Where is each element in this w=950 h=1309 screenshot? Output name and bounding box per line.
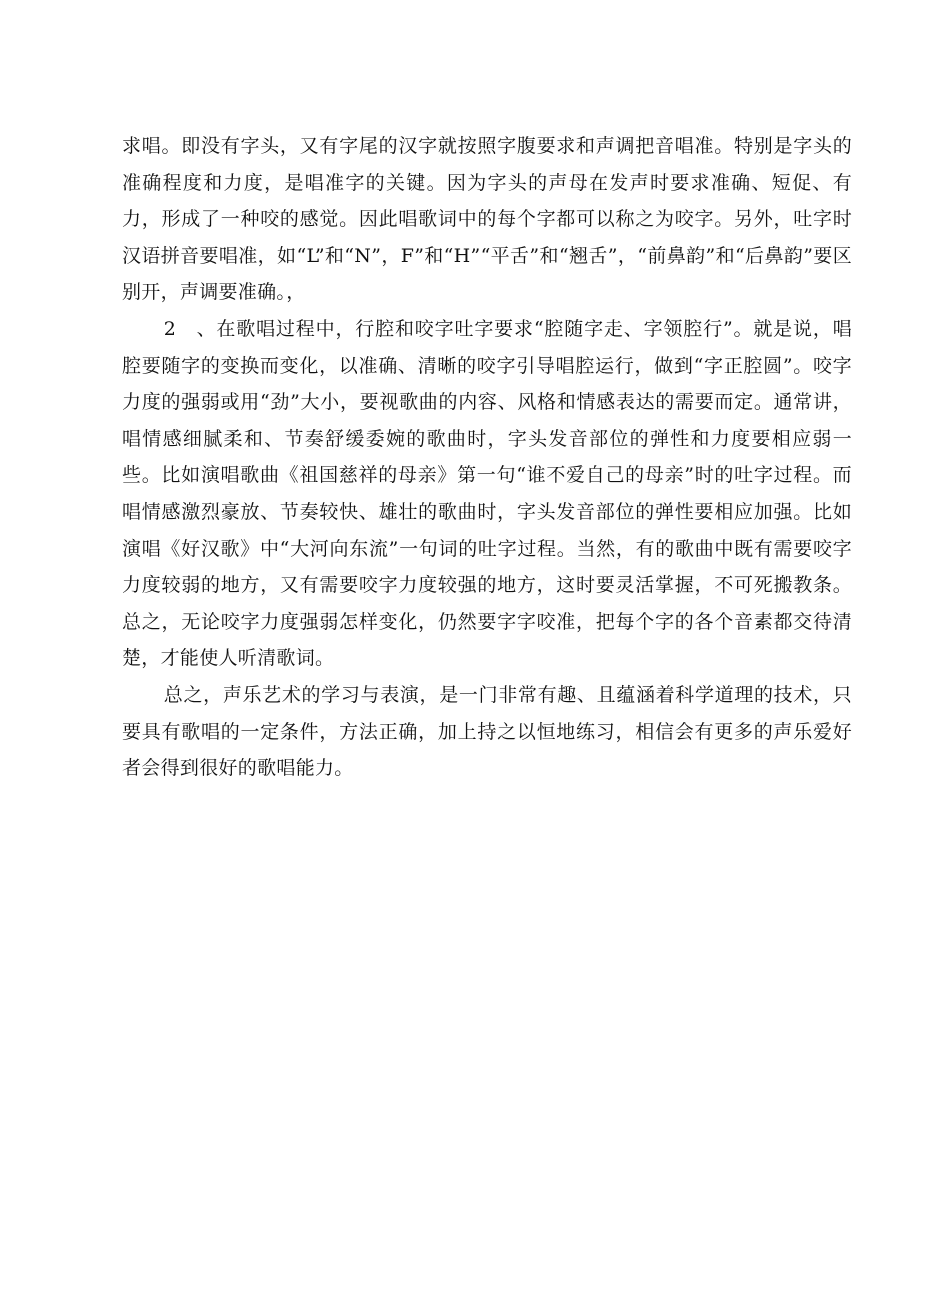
paragraph-articulation-strength: 2 、在歌唱过程中，行腔和咬字吐字要求“腔随字走、字领腔行”。就是说，唱腔要随字的变换而变化，以准确、清晰的咬字引导唱腔运行，做到“字正腔圆”。咬字力度的强弱或用“劲”大小，要视歌曲的内容、风格和情感表达的需要而定。通常讲，唱情感细腻柔和、节奏舒缓委婉的歌曲时，字头发音部位的弹性和力度要相应弱一些。比如演唱歌曲《祖国慈祥的母亲》第一句“谁不爱自己的母亲”时的吐字过程。而唱情感激烈豪放、节奏较快、雄壮的歌曲时，字头发音部位的弹性要相应加强。比如演唱《好汉歌》中“大河向东流”一句词的吐字过程。当然，有的歌曲中既有需要咬字力度较弱的地方，又有需要咬字力度较强的地方，这时要灵活掌握，不可死搬教条。总之，无论咬字力度强弱怎样变化，仍然要字字咬准，把每个字的各个音素都交待清楚，才能使人听清歌词。 xyxy=(122,317,852,670)
paragraph-conclusion: 总之，声乐艺术的学习与表演，是一门非常有趣、且蕴涵着科学道理的技术，只要具有歌唱的一定条件，方法正确，加上持之以恒地练习，相信会有更多的声乐爱好者会得到很好的歌唱能力。 xyxy=(122,683,852,780)
paragraph-pronunciation: 求唱。即没有字头，又有字尾的汉字就按照字腹要求和声调把音唱准。特别是字头的准确程度和力度，是唱准字的关键。因为字头的声母在发声时要求准确、短促、有力，形成了一种咬的感觉。因此唱歌词中的每个字都可以称之为咬字。另外，吐字时汉语拼音要唱准，如“L”和“N”，F”和“H”“平舌”和“翘舌”，“前鼻韵”和“后鼻韵”要区别开，声调要准确。， xyxy=(122,135,852,304)
document-body xyxy=(122,128,852,787)
